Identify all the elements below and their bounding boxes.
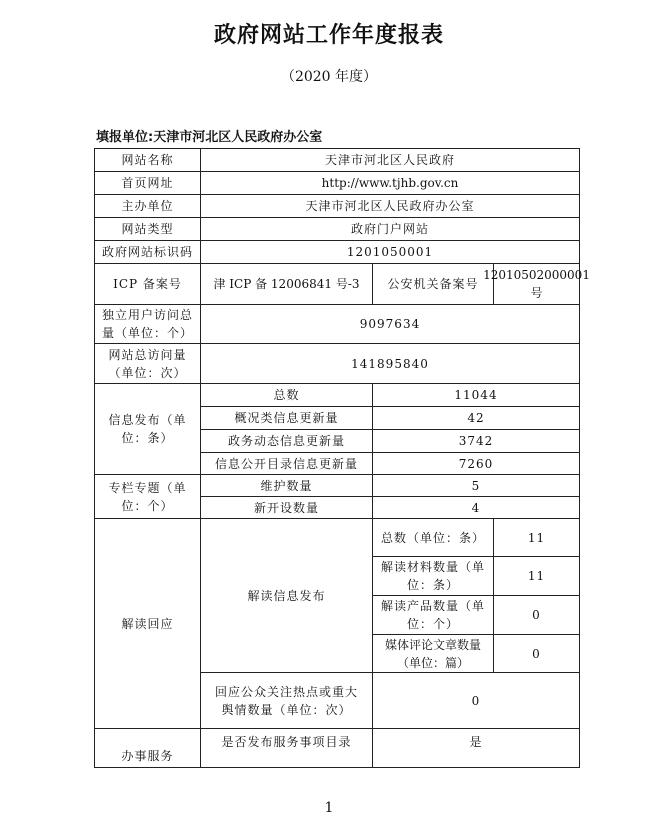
site-name-label: 网站名称 [94, 148, 201, 172]
type-value: 政府门户网站 [200, 217, 580, 241]
info-disclosure-value: 7260 [372, 452, 580, 475]
police-record-value: 12010502000001 号 [493, 263, 580, 305]
interpret-media-value: 0 [493, 634, 580, 673]
icp-value: 津 ICP 备 12006841 号-3 [200, 263, 373, 305]
interpret-label: 解读回应 [94, 518, 201, 729]
info-publish-label: 信息发布（单位：条） [94, 383, 201, 475]
info-total-value: 11044 [372, 383, 580, 407]
page-number: 1 [324, 800, 334, 816]
info-disclosure-label: 信息公开目录信息更新量 [200, 452, 373, 475]
site-id-value: 1201050001 [200, 240, 580, 264]
service-label: 办事服务 [94, 728, 201, 768]
type-label: 网站类型 [94, 217, 201, 241]
response-label: 回应公众关注热点或重大舆情数量（单位：次） [200, 672, 373, 729]
uv-label: 独立用户访问总量（单位：个） [94, 304, 201, 344]
special-column-label: 专栏专题（单位：个） [94, 474, 201, 519]
interpret-media-label: 媒体评论文章数量（单位：篇） [372, 634, 494, 673]
host-label: 主办单位 [94, 194, 201, 218]
interpret-total-value: 11 [493, 518, 580, 557]
report-title: 政府网站工作年度报表 [213, 23, 444, 48]
service-catalog-label: 是否发布服务事项目录 [200, 728, 373, 768]
info-news-value: 3742 [372, 429, 580, 453]
pv-label: 网站总访问量（单位：次） [94, 343, 201, 384]
report-year: （2020 年度） [280, 69, 378, 85]
column-maintained-value: 5 [372, 474, 580, 497]
interpret-material-value: 11 [493, 556, 580, 596]
interpret-total-label: 总数（单位：条） [372, 518, 494, 557]
service-catalog-value: 是 [372, 728, 580, 768]
interpret-product-label: 解读产品数量（单位：个） [372, 595, 494, 635]
uv-value: 9097634 [200, 304, 580, 344]
site-name-value: 天津市河北区人民政府 [200, 148, 580, 172]
police-record-label: 公安机关备案号 [372, 263, 494, 305]
homepage-label: 首页网址 [94, 171, 201, 195]
interpret-material-label: 解读材料数量（单位：条） [372, 556, 494, 596]
interpret-product-value: 0 [493, 595, 580, 635]
info-overview-value: 42 [372, 406, 580, 430]
column-new-label: 新开设数量 [200, 496, 373, 519]
info-news-label: 政务动态信息更新量 [200, 429, 373, 453]
filling-unit: 填报单位:天津市河北区人民政府办公室 [96, 130, 323, 145]
icp-label: ICP 备案号 [94, 263, 201, 305]
pv-value: 141895840 [200, 343, 580, 384]
info-total-label: 总数 [200, 383, 373, 407]
homepage-value: http://www.tjhb.gov.cn [200, 171, 580, 195]
site-id-label: 政府网站标识码 [94, 240, 201, 264]
response-value: 0 [372, 672, 580, 729]
column-new-value: 4 [372, 496, 580, 519]
interpret-publish-label: 解读信息发布 [200, 518, 373, 673]
column-maintained-label: 维护数量 [200, 474, 373, 497]
host-value: 天津市河北区人民政府办公室 [200, 194, 580, 218]
info-overview-label: 概况类信息更新量 [200, 406, 373, 430]
